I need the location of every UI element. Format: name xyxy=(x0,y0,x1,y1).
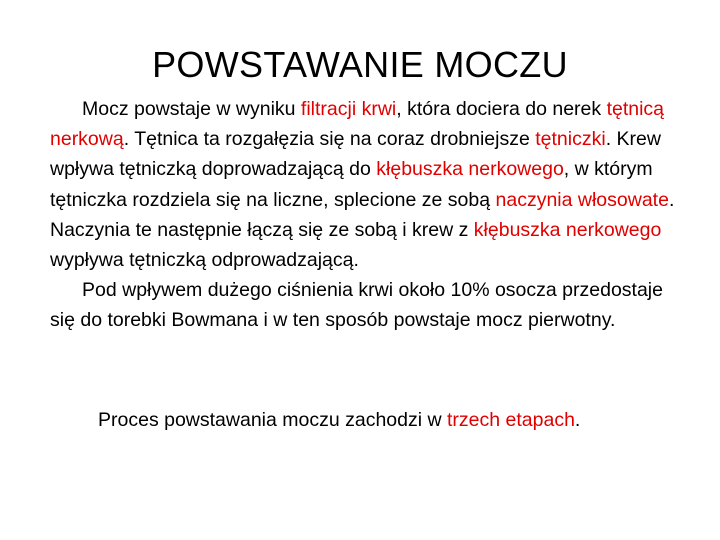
text-span: , która dociera do nerek xyxy=(396,98,607,120)
text-span: powstaje w wyniku xyxy=(128,98,301,120)
paragraph-mocz-pierwotny: Pod wpływem dużego ciśnienia krwi około 10% osocza przedostaje się do torebki Bowmana i w ten sposób powstaje mocz pierwotny. xyxy=(50,279,663,332)
text-span: . Tętnica ta rozgałęzia się na coraz drobniejsze xyxy=(123,128,536,151)
slide-title: POWSTAWANIE MOCZU xyxy=(152,44,568,85)
text-span: , w którym tętniczka rozdziela się na liczne, splecione ze sobą xyxy=(50,158,653,211)
text-span: Proces powstawania moczu zachodzi w xyxy=(98,409,447,431)
highlight-tetniczki: tętniczki xyxy=(535,128,606,151)
text-span: wypływa tętniczką odprowadzającą. xyxy=(50,249,359,272)
highlight-naczynia-wlosowate: naczynia włosowate xyxy=(495,188,669,211)
paragraph-mocz-formation xyxy=(50,94,690,275)
text-span: Mocz xyxy=(82,98,129,120)
highlight-filtracji-krwi: filtracji krwi xyxy=(300,98,397,120)
text-span: . Krew wpływa tętniczką doprowadzającą do xyxy=(50,128,661,181)
highlight-trzech-etapach: trzech etapach xyxy=(447,409,575,431)
highlight-klebuszka-nerkowego-2: kłębuszka nerkowego xyxy=(473,218,662,241)
highlight-tetnica-nerkowa: tętnicą nerkową xyxy=(50,98,665,151)
text-span: . xyxy=(574,409,581,431)
slide-body xyxy=(50,94,690,336)
closing-sentence xyxy=(98,405,580,435)
text-span: . Naczynia te następnie łączą się ze sobą i krew z xyxy=(50,188,675,241)
highlight-klebuszka-nerkowego: kłębuszka nerkowego xyxy=(376,158,564,181)
